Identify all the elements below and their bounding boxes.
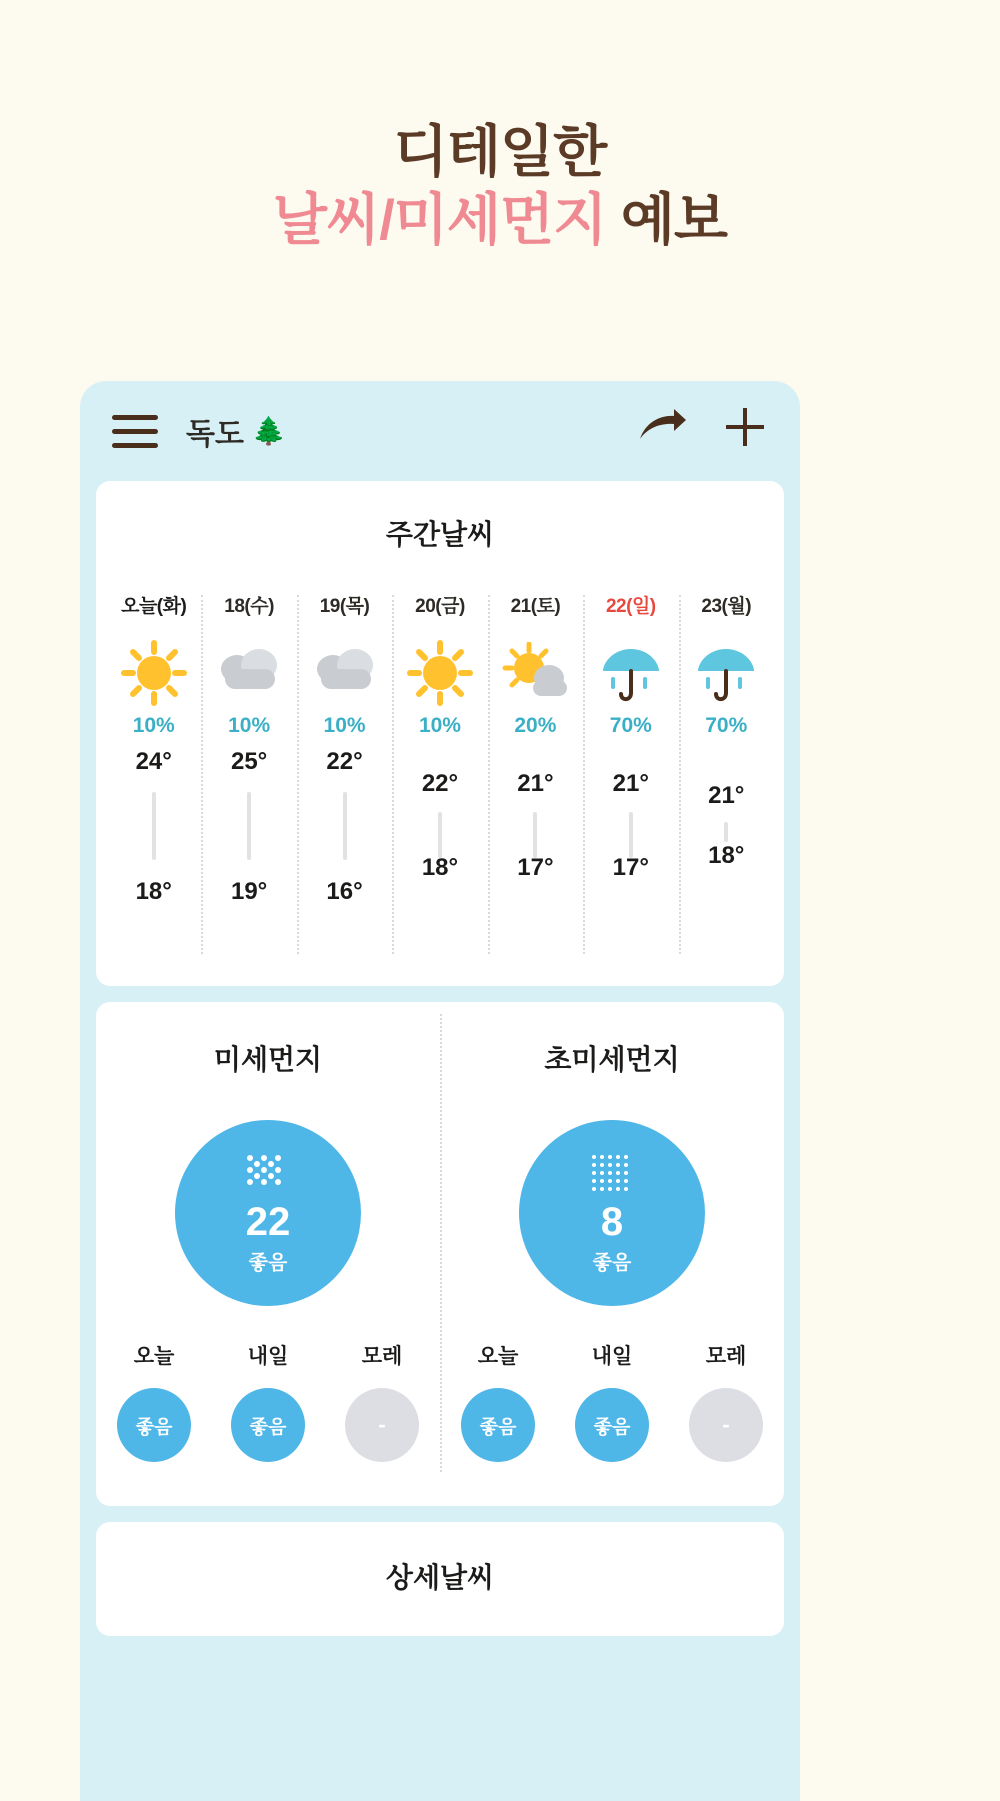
temp-range — [201, 748, 296, 958]
headline-suffix: 예보 — [606, 188, 727, 252]
sun-icon — [106, 636, 201, 710]
headline-line-2 — [0, 186, 1000, 254]
rain-probability: 10% — [323, 714, 366, 737]
temp-bar — [629, 812, 633, 858]
weekly-day-column[interactable] — [583, 591, 678, 958]
temp-high: 21° — [517, 770, 554, 797]
forecast-grade-circle: 좋음 — [231, 1388, 305, 1462]
dust-column-pm10[interactable] — [96, 1038, 440, 1462]
rain-probability: 10% — [228, 714, 271, 737]
temp-high: 24° — [135, 748, 172, 775]
dust-dots-icon — [240, 1152, 296, 1196]
temp-bar — [343, 792, 347, 860]
forecast-day-label: 내일 — [247, 1345, 289, 1368]
weekly-day-column[interactable] — [488, 591, 583, 958]
temp-bar — [152, 792, 156, 860]
temp-range — [583, 748, 678, 958]
rain-probability: 10% — [132, 714, 175, 737]
temp-low: 17° — [517, 854, 554, 881]
sun-cloud-icon — [488, 636, 583, 710]
rain-probability: 70% — [609, 714, 652, 737]
day-label: 20(금) — [415, 596, 465, 617]
forecast-grade-circle: 좋음 — [575, 1388, 649, 1462]
temp-bar — [724, 822, 728, 842]
temp-range — [297, 748, 392, 958]
location-title[interactable] — [186, 409, 286, 453]
tree-icon: 🌲 — [251, 416, 286, 446]
dust-forecast-row — [96, 1340, 440, 1462]
forecast-grade-circle: 좋음 — [117, 1388, 191, 1462]
cloud-icon — [297, 636, 392, 710]
cloud-icon — [201, 636, 296, 710]
dust-title: 미세먼지 — [213, 1044, 323, 1075]
temp-range — [392, 748, 487, 958]
temp-bar — [438, 812, 442, 858]
weekly-weather-grid — [96, 591, 784, 958]
temp-range — [488, 748, 583, 958]
day-label: 18(수) — [224, 596, 274, 617]
dust-value-circle — [175, 1120, 361, 1306]
temp-low: 16° — [326, 878, 363, 905]
dust-forecast-item[interactable] — [332, 1340, 432, 1462]
rain-probability: 10% — [418, 714, 461, 737]
rain-probability: 20% — [514, 714, 557, 737]
headline-highlight: 날씨/미세먼지 — [273, 188, 607, 252]
plus-icon[interactable] — [722, 404, 768, 459]
forecast-grade-circle: - — [689, 1388, 763, 1462]
temp-bar — [533, 812, 537, 858]
rain-probability: 70% — [705, 714, 748, 737]
forecast-day-label: 오늘 — [477, 1345, 519, 1368]
detail-weather-title: 상세날씨 — [385, 1562, 495, 1593]
app-bar — [80, 381, 800, 481]
day-label: 22(일) — [605, 596, 656, 617]
temp-low: 18° — [135, 878, 172, 905]
forecast-day-label: 오늘 — [133, 1345, 175, 1368]
forecast-day-label: 내일 — [591, 1345, 633, 1368]
location-name: 독도 — [186, 418, 244, 451]
weekly-day-column[interactable] — [201, 591, 296, 958]
day-label: 21(토) — [510, 596, 561, 617]
dust-columns — [96, 1038, 784, 1462]
day-label: 오늘(화) — [121, 596, 187, 617]
forecast-day-label: 모레 — [361, 1345, 403, 1368]
headline-line-1: 디테일한 — [393, 120, 607, 183]
weekly-weather-title: 주간날씨 — [385, 519, 495, 550]
temp-low: 18° — [708, 842, 745, 869]
dust-forecast-item[interactable] — [104, 1340, 204, 1462]
app-screenshot-panel — [80, 381, 800, 1801]
weekly-day-column[interactable] — [297, 591, 392, 958]
temp-range — [679, 748, 774, 958]
share-arrow-glyph — [636, 407, 688, 449]
dust-grade: 좋음 — [592, 1251, 632, 1274]
dust-value: 22 — [245, 1199, 291, 1244]
temp-high: 22° — [421, 770, 459, 797]
dust-grade: 좋음 — [248, 1251, 288, 1274]
temp-low: 19° — [230, 878, 268, 905]
temp-high: 22° — [326, 748, 363, 775]
weekly-weather-card[interactable] — [96, 481, 784, 986]
day-label: 23(월) — [701, 596, 752, 617]
day-label: 19(목) — [319, 596, 370, 617]
forecast-grade-circle: - — [345, 1388, 419, 1462]
dust-value: 8 — [600, 1199, 624, 1244]
temp-high: 21° — [708, 782, 745, 809]
dust-dots-icon — [588, 1152, 636, 1196]
dust-forecast-row — [440, 1340, 784, 1462]
forecast-grade-circle: 좋음 — [461, 1388, 535, 1462]
fine-dust-card[interactable] — [96, 1002, 784, 1506]
sun-icon — [392, 636, 487, 710]
plus-glyph — [722, 404, 768, 450]
weekly-day-column[interactable] — [106, 591, 201, 958]
dust-forecast-item[interactable] — [218, 1340, 318, 1462]
detail-weather-card[interactable] — [96, 1522, 784, 1636]
page-headline — [0, 0, 1000, 255]
temp-bar — [247, 792, 251, 860]
share-arrow-icon[interactable] — [636, 407, 688, 456]
weekly-day-column[interactable] — [392, 591, 487, 958]
hamburger-icon[interactable] — [112, 415, 158, 448]
weekly-day-column[interactable] — [679, 591, 774, 958]
temp-low: 17° — [612, 854, 649, 881]
dust-forecast-item[interactable] — [676, 1340, 776, 1462]
forecast-day-label: 모레 — [705, 1345, 747, 1368]
temp-range — [106, 748, 201, 958]
dust-title: 초미세먼지 — [544, 1044, 680, 1075]
dust-forecast-item[interactable] — [448, 1340, 548, 1462]
rain-umbrella-icon — [679, 636, 774, 710]
dust-forecast-item[interactable] — [562, 1340, 662, 1462]
dust-value-circle — [519, 1120, 705, 1306]
rain-umbrella-icon — [583, 636, 678, 710]
temp-high: 25° — [230, 748, 268, 775]
temp-high: 21° — [612, 770, 649, 797]
temp-low: 18° — [421, 854, 459, 881]
dust-column-pm25[interactable] — [440, 1038, 784, 1462]
